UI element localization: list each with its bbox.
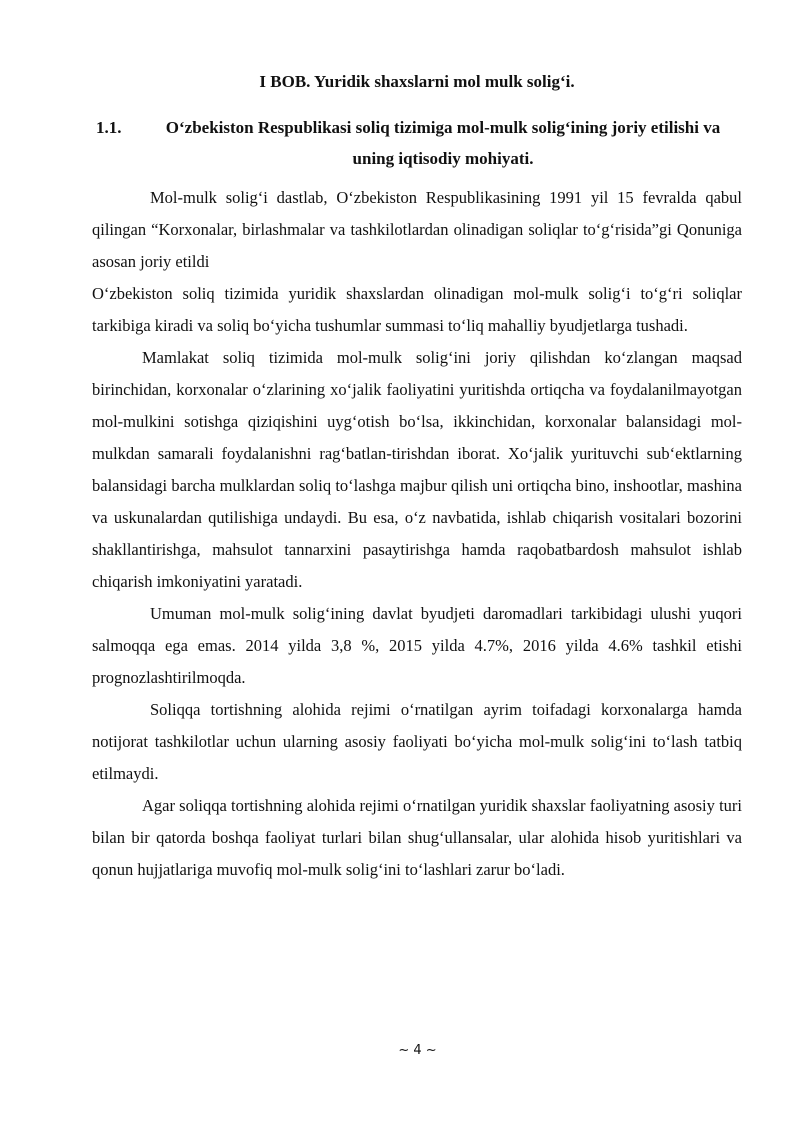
chapter-title: I BOB. Yuridik shaxslarni mol mulk solig‘i. [259,72,575,91]
paragraph-6: Agar soliqqa tortishning alohida rejimi o‘rnatilgan yuridik shaxslar faoliyatning asosiy turi bilan bir qatorda boshqa faoliyat turlari bilan shug‘ullansalar, ular alohida hisob yuritishlari va qonun hujjatlariga muvofiq mol-mulk solig‘ini to‘lashlari zarur bo‘ladi. [92,796,742,879]
paragraph-3: Mamlakat soliq tizimida mol-mulk solig‘ini joriy qilishdan ko‘zlangan maqsad birinchidan, korxonalar o‘zlarining xo‘jalik faoliyatini yuritishda ortiqcha va foydalanilmayotgan mol-mulkini sotishga qiziqishini uyg‘otish bo‘lsa, ikkinchidan, korxonalar balansidagi mol-mulkdan samarali foydalanishni rag‘batlan-tirishdan iborat. Xo‘jalik yurituvchi sub‘ektlarning balansidagi barcha mulklardan soliq to‘lashga majbur qilish uni ortiqcha bino, inshootlar, mashina va uskunalardan qutilishiga undaydi. Bu esa, o‘z navbatida, ishlab chiqarish vositalari bozorini shakllantirishga, mahsulot tannarxini pasaytirishga hamda raqobatbardosh mahsulot ishlab chiqarish imkoniyatini yaratadi. [92,348,742,591]
section-title: O‘zbekiston Respublikasi soliq tizimiga mol-mulk solig‘ining joriy etilishi va uning iqtisodiy mohiyati. [165,118,721,168]
section-heading [92,112,742,174]
page-number: ~ 4 ~ [398,1043,437,1058]
paragraph-4: Umuman mol-mulk solig‘ining davlat byudjeti daromadlari tarkibidagi ulushi yuqori salmoqqa ega emas. 2014 yilda 3,8 %, 2015 yilda 4.7%, 2016 yilda 4.6% tashkil etishi prognozlashtirilmoqda. [92,604,742,687]
paragraph-1: Mol-mulk solig‘i dastlab, O‘zbekiston Respublikasining 1991 yil 15 fevralda qabul qilingan “Korxonalar, birlashmalar va tashkilotlardan olinadigan soliqlar to‘g‘risida”gi Qonuniga asosan joriy etildi [92,188,742,271]
paragraph-5: Soliqqa tortishning alohida rejimi o‘rnatilgan ayrim toifadagi korxonalarga hamda notijorat tashkilotlar uchun ularning asosiy faoliyati bo‘yicha mol-mulk solig‘ini to‘lash tatbiq etilmaydi. [92,700,742,783]
paragraph-2: O‘zbekiston soliq tizimida yuridik shaxslardan olinadigan mol-mulk solig‘i to‘g‘ri soliqlar tarkibiga kiradi va soliq bo‘yicha tushumlar summasi to‘liq mahalliy byudjetlarga tushadi. [92,284,742,335]
section-number: 1.1. [96,118,122,137]
document-page [92,70,742,886]
